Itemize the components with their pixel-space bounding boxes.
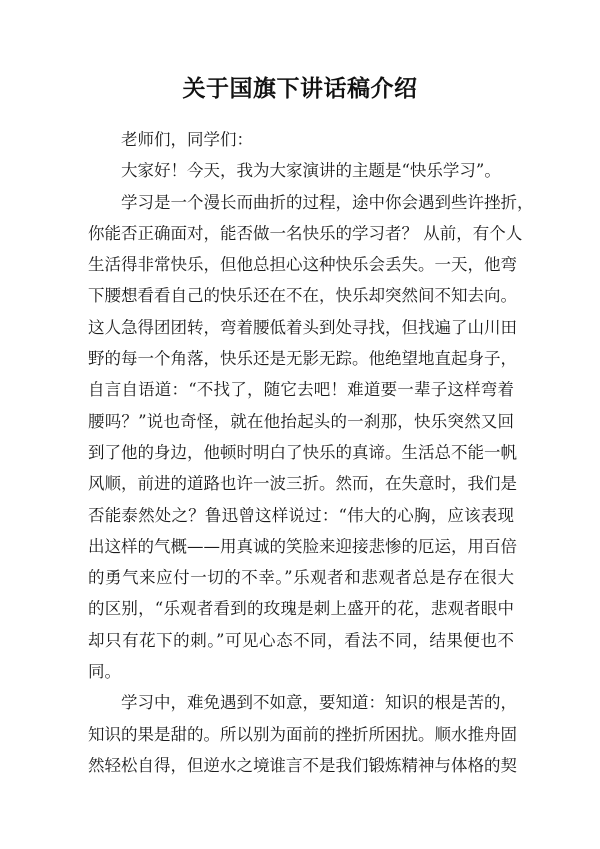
paragraph-line: 到了他的身边，他顿时明白了快乐的真谛。生活总不能一帆: [88, 442, 517, 462]
paragraph-line: 却只有花下的刺。”可见心态不同，看法不同，结果便也不: [88, 630, 514, 650]
paragraph-line: 的勇气来应付一切的不幸。”乐观者和悲观者总是存在很大: [88, 568, 514, 588]
paragraph-line: 生活得非常快乐，但他总担心这种快乐会丢失。一天，他弯: [88, 255, 517, 275]
document-body: [88, 124, 534, 781]
paragraph-line: 你能否正确面对，能否做一名快乐的学习者？ 从前，有个人: [88, 223, 523, 243]
paragraph-line: 老师们，同学们：: [121, 130, 253, 149]
paragraph-line: 大家好！今天，我为大家演讲的主题是“快乐学习”。: [121, 161, 501, 181]
paragraph-line: 否能泰然处之？鲁迅曾这样说过：“伟大的心胸，应该表现: [88, 505, 514, 525]
paragraph-line: 出这样的气概——用真诚的笑脸来迎接悲惨的厄运，用百倍: [88, 536, 517, 556]
paragraph-line: 学习中，难免遇到不如意，要知道：知识的根是苦的，: [121, 693, 517, 713]
paragraph-line: 知识的果是甜的。所以别为面前的挫折所困扰。顺水推舟固: [88, 724, 517, 744]
paragraph-line: 然轻松自得，但逆水之境谁言不是我们锻炼精神与体格的契: [88, 755, 517, 775]
document-title: 关于国旗下讲话稿介绍: [182, 75, 418, 102]
paragraph-line: 风顺，前进的道路也许一波三折。然而，在失意时，我们是: [88, 474, 517, 494]
paragraph-line: 自言自语道：“不找了，随它去吧！难道要一辈子这样弯着: [88, 380, 514, 400]
paragraph-line: 腰吗？”说也奇怪，就在他抬起头的一刹那，快乐突然又回: [88, 411, 514, 431]
paragraph-line: 野的每一个角落，快乐还是无影无踪。他绝望地直起身子，: [88, 349, 517, 369]
paragraph-line: 的区别，“乐观者看到的玫瑰是刺上盛开的花，悲观者眼中: [88, 599, 514, 619]
paragraph-line: 同。: [88, 662, 121, 682]
paragraph-line: 这人急得团团转，弯着腰低着头到处寻找，但找遍了山川田: [88, 317, 517, 337]
paragraph-line: 学习是一个漫长而曲折的过程，途中你会遇到些许挫折，: [121, 192, 534, 212]
paragraph-line: 下腰想看看自己的快乐还在不在，快乐却突然间不知去向。: [88, 286, 517, 306]
